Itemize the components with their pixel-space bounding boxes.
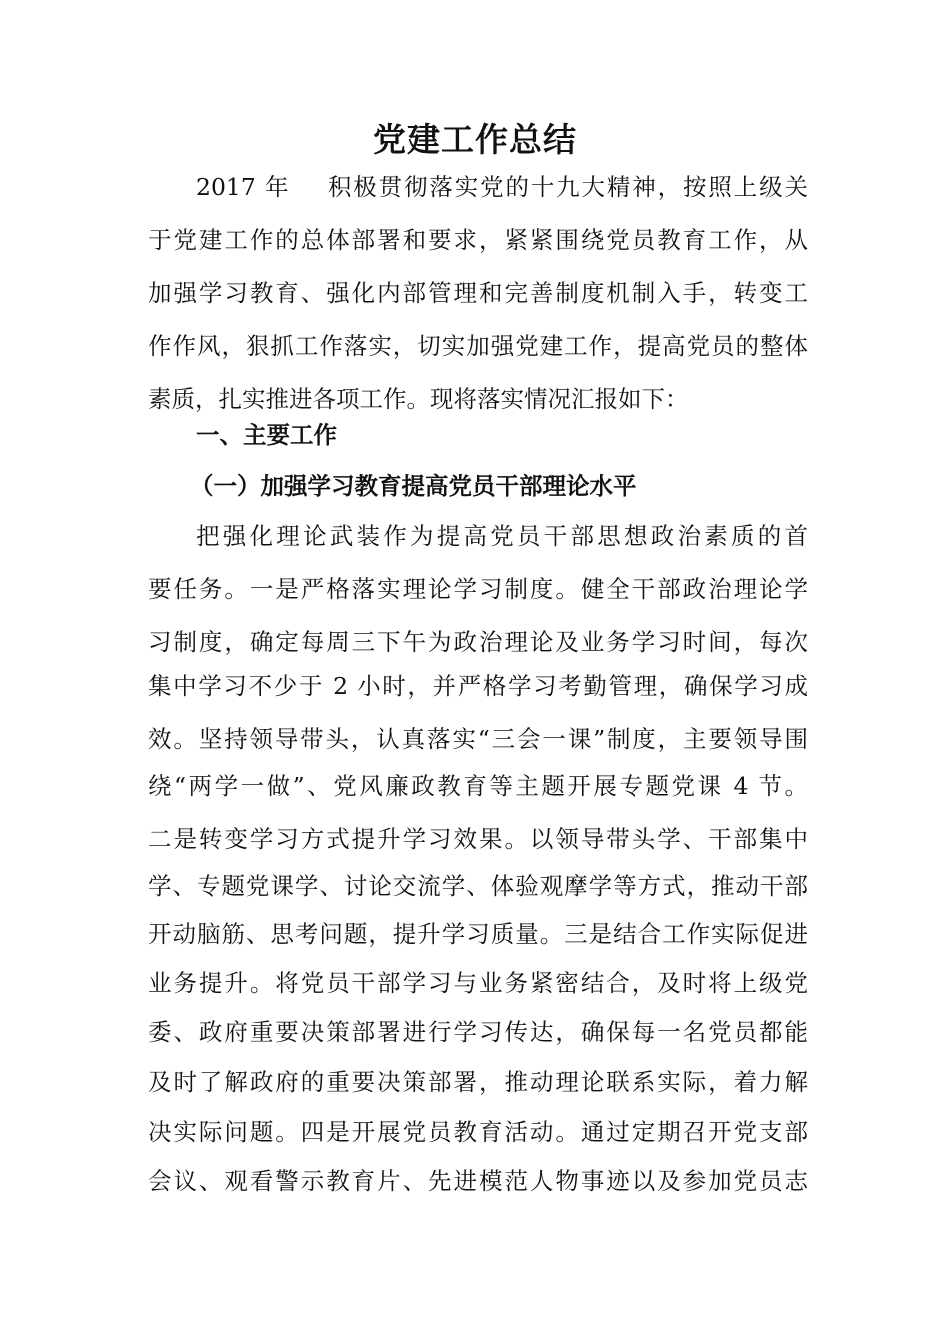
body-line: 委、政府重要决策部署进行学习传达，确保每一名党员都能: [148, 1018, 808, 1046]
body-line: 及时了解政府的重要决策部署，推动理论联系实际，着力解: [148, 1068, 808, 1096]
document-title: 党建工作总结: [373, 120, 577, 159]
body-line: 绕“两学一做”、党风廉政教育等主题开展专题党课 4 节。: [148, 772, 808, 800]
intro-line: 加强学习教育、强化内部管理和完善制度机制入手，转变工: [148, 279, 808, 307]
body-line: 效。坚持领导带头，认真落实“三会一课”制度，主要领导围: [148, 725, 808, 753]
intro-line: 2017 年 积极贯彻落实党的十九大精神，按照上级关: [196, 173, 808, 201]
section-heading: 一、主要工作: [196, 421, 337, 449]
body-line: 习制度，确定每周三下午为政治理论及业务学习时间，每次: [148, 628, 808, 656]
body-line: 开动脑筋、思考问题，提升学习质量。三是结合工作实际促进: [148, 920, 808, 948]
intro-line: 素质，扎实推进各项工作。现将落实情况汇报如下：: [148, 385, 689, 413]
intro-line: 于党建工作的总体部署和要求，紧紧围绕党员教育工作，从: [148, 226, 808, 254]
body-line: 会议、观看警示教育片、先进模范人物事迹以及参加党员志: [148, 1167, 808, 1195]
body-line: 集中学习不少于 2 小时，并严格学习考勤管理，确保学习成: [148, 672, 808, 700]
body-line: 二是转变学习方式提升学习效果。以领导带头学、干部集中: [148, 825, 808, 853]
body-line: 把强化理论武装作为提高党员干部思想政治素质的首: [196, 522, 808, 550]
body-line: 要任务。一是严格落实理论学习制度。健全干部政治理论学: [148, 575, 808, 603]
subsection-heading: （一）加强学习教育提高党员干部理论水平: [190, 472, 637, 500]
body-line: 学、专题党课学、讨论交流学、体验观摩学等方式，推动干部: [148, 872, 808, 900]
intro-line: 作作风，狠抓工作落实，切实加强党建工作，提高党员的整体: [148, 332, 808, 360]
body-line: 决实际问题。四是开展党员教育活动。通过定期召开党支部: [148, 1118, 808, 1146]
body-line: 业务提升。将党员干部学习与业务紧密结合，及时将上级党: [148, 969, 808, 997]
